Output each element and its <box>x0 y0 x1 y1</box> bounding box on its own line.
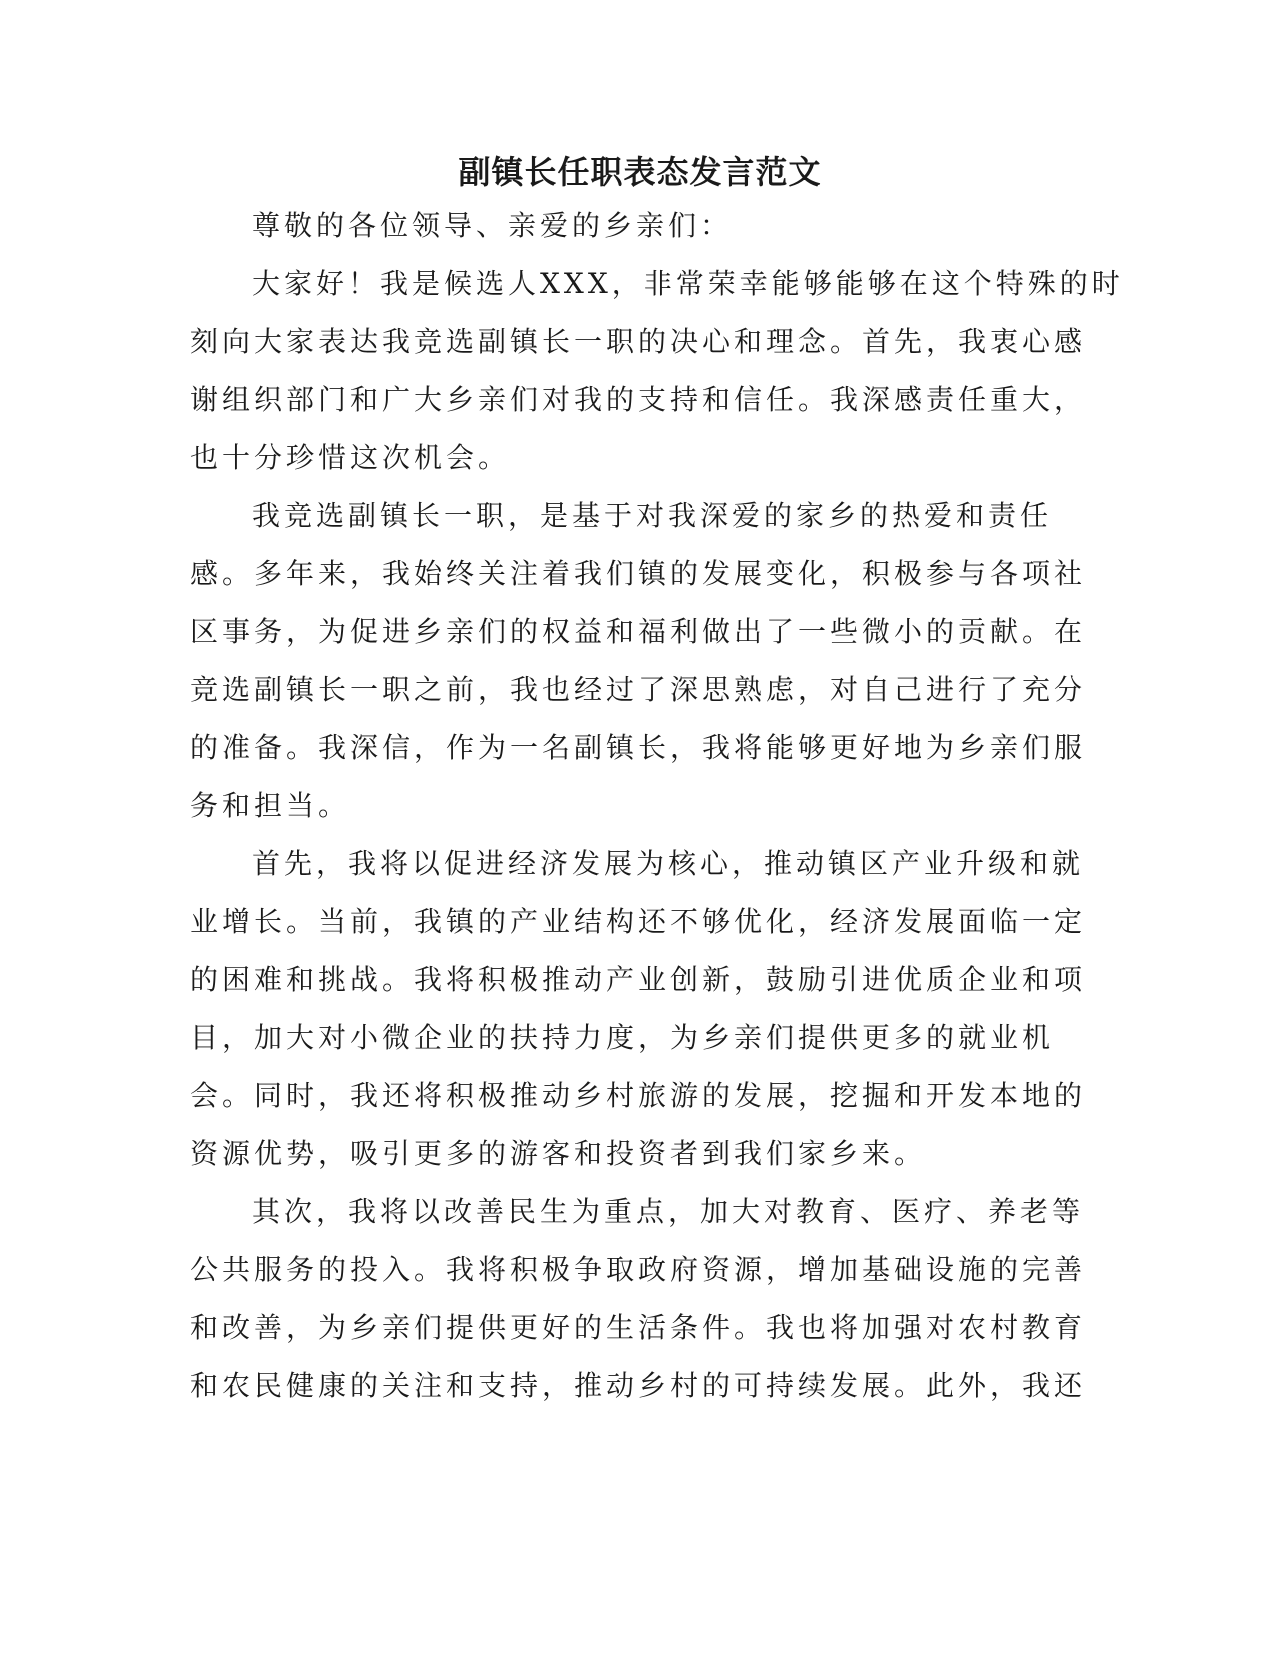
paragraph-line: 其次，我将以改善民生为重点，加大对教育、医疗、养老等 <box>252 1195 1085 1228</box>
paragraph-line: 业增长。当前，我镇的产业结构还不够优化，经济发展面临一定 <box>190 905 1087 938</box>
paragraph-line: 刻向大家表达我竞选副镇长一职的决心和理念。首先，我衷心感 <box>190 325 1087 358</box>
paragraph-line: 谢组织部门和广大乡亲们对我的支持和信任。我深感责任重大， <box>190 383 1087 416</box>
paragraph-line: 我竞选副镇长一职，是基于对我深爱的家乡的热爱和责任 <box>252 499 1053 532</box>
paragraph-line: 会。同时，我还将积极推动乡村旅游的发展，挖掘和开发本地的 <box>190 1079 1087 1112</box>
paragraph-line: 和改善，为乡亲们提供更好的生活条件。我也将加强对农村教育 <box>190 1311 1087 1344</box>
paragraph-line: 和农民健康的关注和支持，推动乡村的可持续发展。此外，我还 <box>190 1369 1087 1402</box>
paragraph-line: 区事务，为促进乡亲们的权益和福利做出了一些微小的贡献。在 <box>190 615 1087 648</box>
paragraph-line: 公共服务的投入。我将积极争取政府资源，增加基础设施的完善 <box>190 1253 1087 1286</box>
paragraph-line: 的困难和挑战。我将积极推动产业创新，鼓励引进优质企业和项 <box>190 963 1087 996</box>
paragraph-line: 首先，我将以促进经济发展为核心，推动镇区产业升级和就 <box>252 847 1085 880</box>
paragraph-line: 目，加大对小微企业的扶持力度，为乡亲们提供更多的就业机 <box>190 1021 1055 1054</box>
paragraph-line: 大家好！我是候选人XXX，非常荣幸能够能够在这个特殊的时 <box>252 267 1124 300</box>
paragraph-line: 资源优势，吸引更多的游客和投资者到我们家乡来。 <box>190 1137 927 1170</box>
document-title: 副镇长任职表态发言范文 <box>458 153 822 191</box>
salutation-line: 尊敬的各位领导、亲爱的乡亲们： <box>252 209 733 242</box>
paragraph-line: 也十分珍惜这次机会。 <box>190 441 511 474</box>
paragraph-line: 的准备。我深信，作为一名副镇长，我将能够更好地为乡亲们服 <box>190 731 1087 764</box>
paragraph-line: 竞选副镇长一职之前，我也经过了深思熟虑，对自己进行了充分 <box>190 673 1087 706</box>
paragraph-line: 感。多年来，我始终关注着我们镇的发展变化，积极参与各项社 <box>190 557 1087 590</box>
paragraph-line: 务和担当。 <box>190 789 351 822</box>
